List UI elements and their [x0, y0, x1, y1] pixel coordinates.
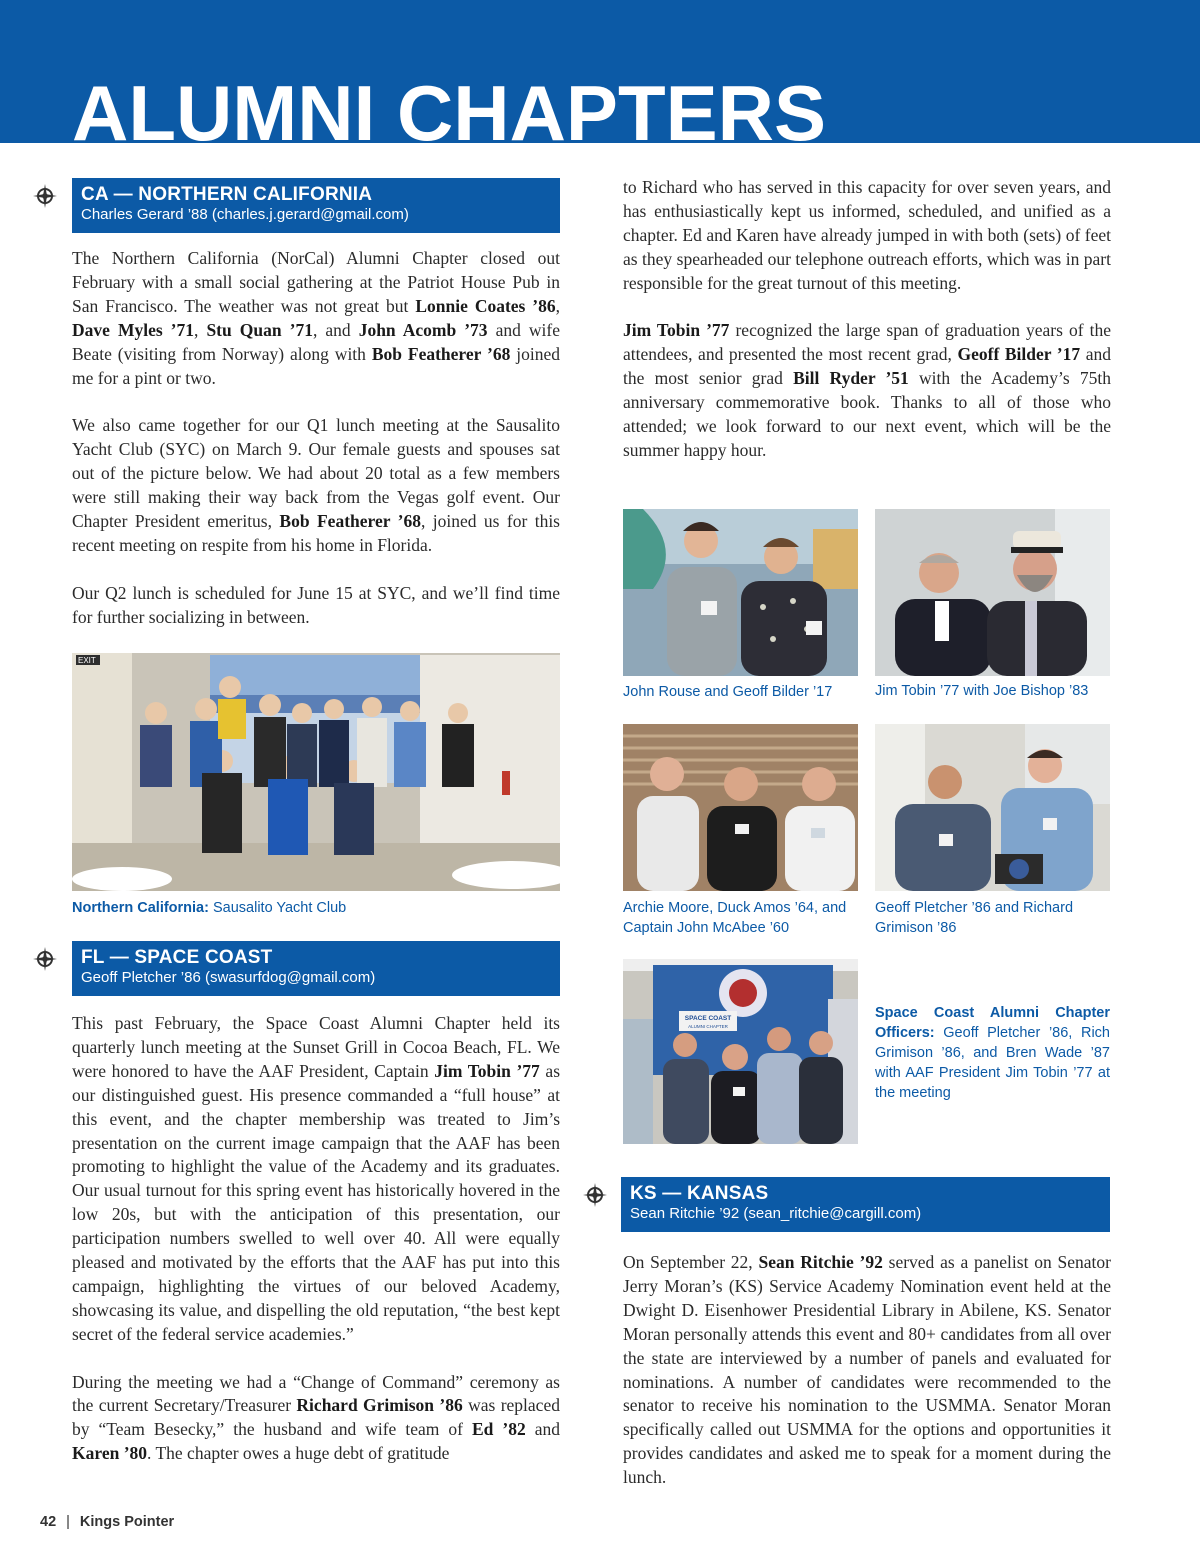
photo-tobin-bishop — [875, 509, 1110, 676]
header-banner — [0, 0, 1200, 143]
section-contact: Geoff Pletcher ’86 (swasurfdog@gmail.com) — [81, 969, 376, 986]
caption-tobin-bishop: Jim Tobin ’77 with Joe Bishop ’83 — [875, 683, 1089, 699]
ca-article-text — [72, 247, 560, 629]
caption-norcal: Northern California: Sausalito Yacht Club — [72, 900, 347, 916]
photo-pletcher-grimison — [875, 724, 1110, 891]
compass-rose-icon — [33, 184, 57, 208]
page-footer — [40, 1514, 174, 1530]
caption-space-coast-officers: Space Coast Alumni Chapter Officers: Geoff Pletcher ’86, Rich Grimison ’86, and Bren Wade ’87 with AAF President Jim Tobin ’77 at the meeting — [875, 1005, 1110, 1101]
fl-paragraph-1: This past February, the Space Coast Alumni Chapter held its quarterly lunch meeting at the Sunset Grill in Cocoa Beach, FL. We were honored to have the AAF President, Captain Jim Tobin ’77 as our distinguished guest. His presence commanded a “full house” at this event, and the chapter membership was treated to Jim’s presentation on the current image campaign that the AAF has been promoting to highlight the value of the Academy and its graduates. Our usual turnout for this spring event has historically hovered in the low 20s, but with the anticipation of this presentation, our participation numbers swelled to well over 40. All were equally pleased and motivated by the efforts that the AAF has put into this campaign, highlighting the virtues of our beloved Academy, showcasing its value, and dispelling the old reputation, “the best kept secret of the federal service academies.” — [72, 1013, 560, 1344]
caption-archie-moore: Archie Moore, Duck Amos ’64, and Captain John McAbee ’60 — [623, 900, 847, 936]
page-title: ALUMNI CHAPTERS — [72, 69, 826, 143]
section-header-ks — [621, 1177, 1110, 1232]
photo-space-coast-officers — [623, 959, 858, 1144]
banner-chapter-text: SPACE COAST — [684, 1015, 732, 1022]
footer-separator: | — [66, 1514, 70, 1530]
fl-article-continued — [623, 176, 1111, 463]
caption-pletcher-grimison: Geoff Pletcher ’86 and Richard Grimison ’86 — [875, 900, 1074, 936]
publication-name: Kings Pointer — [79, 1514, 175, 1530]
section-title: KS — KANSAS — [630, 1183, 769, 1204]
banner-subtitle-text: ALUMNI CHAPTER — [688, 1024, 728, 1029]
ca-paragraph-3: Our Q2 lunch is scheduled for June 15 at SYC, and we’ll find time for further socializing in between. — [72, 582, 560, 627]
section-title: FL — SPACE COAST — [81, 947, 273, 968]
photo-rouse-bilder — [623, 509, 858, 676]
ks-paragraph-1: On September 22, Sean Ritchie ’92 served as a panelist on Senator Jerry Moran’s (KS) Service Academy Nomination event held at the Dwight D. Eisenhower Presidential Library in Abilene, KS. Senator Moran personally attends this event and 80+ candidates from all over the state are interviewed by a number of panels and evaluated for nominations. A number of candidates were recommended to the senator to receive his nomination to the USMMA. Senator Moran specifically called out USMMA for the options and opportunities it provides candidates and asked me to speak for a moment during the lunch. — [623, 1252, 1111, 1488]
section-title: CA — NORTHERN CALIFORNIA — [81, 184, 373, 205]
compass-rose-icon — [33, 947, 57, 971]
col2-paragraph-2: Jim Tobin ’77 recognized the large span of graduation years of the attendees, and presented the most recent grad, Geoff Bilder ’17 and the most senior grad Bill Ryder ’51 with the Academy’s 75th anniversary commemorative book. Thanks to all of those who attended; we look forward to our next event, which will be the summer happy hour. — [623, 320, 1111, 460]
caption-rouse-bilder: John Rouse and Geoff Bilder ’17 — [623, 684, 833, 700]
page-number: 42 — [40, 1514, 57, 1530]
photo-archie-moore — [623, 724, 858, 891]
photo-norcal-group — [72, 653, 560, 891]
exit-sign-text: EXIT — [78, 656, 96, 665]
ca-paragraph-2: We also came together for our Q1 lunch meeting at the Sausalito Yacht Club (SYC) on March 9. Our female guests and spouses sat out of the picture below. We had about 20 total as a few members were still making their way back from the Vegas golf event. Our Chapter President emeritus, Bob Featherer ’68, joined us for this recent meeting on respite from his home in Florida. — [72, 415, 560, 555]
fl-paragraph-2: During the meeting we had a “Change of Command” ceremony as the current Secretary/Treasurer Richard Grimison ’86 was replaced by “Team Besecky,” the husband and wife team of Ed ’82 and Karen ’80. The chapter owes a huge debt of gratitude — [72, 1371, 561, 1464]
ca-paragraph-1: The Northern California (NorCal) Alumni Chapter closed out February with a small social gathering at the Patriot House Pub in San Francisco. The weather was not great but Lonnie Coates ’86, Dave Myles ’71, Stu Quan ’71, and John Acomb ’73 and wife Beate (visiting from Norway) along with Bob Featherer ’68 joined me for a pint or two. — [72, 248, 560, 388]
col2-paragraph-1: to Richard who has served in this capacity for over seven years, and has enthusiastically kept us informed, scheduled, and unified as a chapter. Ed and Karen have already jumped in with both (sets) of feet as they spearheaded our telephone outreach efforts, which was in part responsible for the great turnout of this meeting. — [623, 177, 1111, 293]
ks-article-text — [623, 1251, 1111, 1490]
section-header-ca — [72, 178, 560, 233]
section-contact: Sean Ritchie ’92 (sean_ritchie@cargill.com) — [630, 1205, 922, 1222]
fl-article-text — [72, 1012, 560, 1466]
section-header-fl — [72, 941, 560, 996]
section-contact: Charles Gerard ’88 (charles.j.gerard@gmail.com) — [81, 206, 409, 223]
compass-rose-icon — [583, 1183, 607, 1207]
